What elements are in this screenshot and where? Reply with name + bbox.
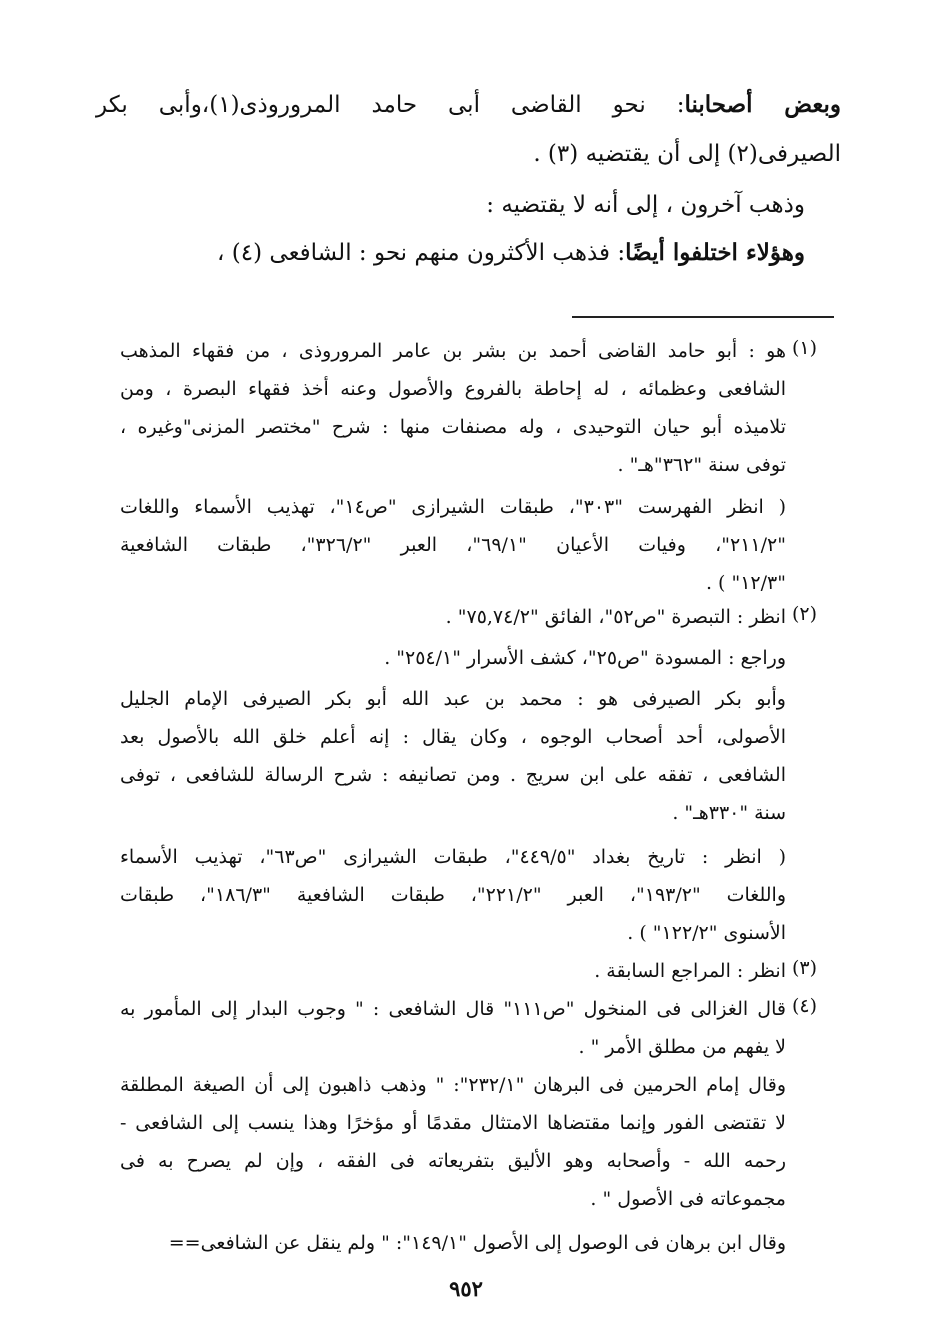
main-line-4-rest: : فذهب الأكثرون منهم نحو : الشافعى (٤) ، xyxy=(217,240,626,266)
main-line-1-bold: وبعض أصحابنا xyxy=(684,91,842,118)
footnote-4-para-2 xyxy=(120,1066,786,1262)
footnote-2-ref-line: ( انظر : تاريخ بغداد "٤٤٩/٥"، طبقات الشيرازى "ص٦٣"، تهذيب الأسماء xyxy=(120,846,786,868)
main-line-2: الصيرفى(٢) إلى أن يقتضيه (٣) . xyxy=(533,141,841,167)
footnote-3 xyxy=(120,952,786,990)
main-text xyxy=(96,82,841,276)
footnote-2-ref-line: واللغات "١٩٣/٢"، العبر "٢٢١/٢"، طبقات الشافعية "١٨٦/٣"، طبقات xyxy=(120,884,787,906)
footnote-2-marker: (٢) xyxy=(792,603,818,625)
footnote-1-line: توفى سنة "٣٦٢"هـ" . xyxy=(617,454,786,476)
footnote-2-bio-line: الشافعى ، تفقه على ابن سريج . ومن تصانيفه : شرح الرسالة للشافعى ، توفى xyxy=(120,764,786,786)
footnote-1-line: هو : أبو حامد القاضى أحمد بن بشر بن عامر المروروذى ، من فقهاء المذهب xyxy=(120,340,786,362)
footnote-2-line-1: انظر : التبصرة "ص٥٢"، الفائق "٧٥,٧٤/٢" . xyxy=(445,606,786,628)
footnote-2 xyxy=(120,598,786,680)
page-number: ٩٥٢ xyxy=(449,1276,483,1301)
footnote-4 xyxy=(120,990,786,1066)
footnote-1 xyxy=(120,332,786,602)
footnote-2-ref-line: الأسنوى "١٢٢/٢" ) . xyxy=(627,922,786,944)
footnote-1-marker: (١) xyxy=(792,337,818,359)
footnote-2-bio-line: وأبو بكر الصيرفى هو : محمد بن عبد الله أبو بكر الصيرفى الإمام الجليل xyxy=(120,688,786,710)
main-line-1 xyxy=(96,82,841,128)
footnote-3-marker: (٣) xyxy=(792,957,818,979)
footnote-1-ref-line: ( انظر الفهرست "٣٠٣"، طبقات الشيرازى "ص١٤"، تهذيب الأسماء واللغات xyxy=(120,496,787,518)
footnote-4-para-2-line: لا تقتضى الفور وإنما مقتضاها الامتثال مقدمًا أو مؤخرًا وهذا ينسب إلى الشافعى - xyxy=(120,1112,786,1134)
footnote-4-para-2-line: رحمه الله - وأصحابه وهو الأليق بتفريعاته فى الفقه ، وإن لم يصرح به فى xyxy=(120,1150,786,1172)
footnote-4-marker: (٤) xyxy=(792,995,818,1017)
footnote-4-line: لا يفهم من مطلق الأمر " . xyxy=(578,1036,786,1058)
footnote-3-text: انظر : المراجع السابقة . xyxy=(594,960,786,982)
footnote-2-bio xyxy=(120,680,786,952)
footnote-4-line: قال الغزالى فى المنخول "ص١١١" قال الشافعى : " وجوب البدار إلى المأمور به xyxy=(120,998,786,1020)
main-line-4 xyxy=(96,230,841,276)
main-line-1-rest: : نحو القاضى أبى حامد المروروذى(١)،وأبى بكر xyxy=(96,92,685,118)
footnote-1-line: تلاميذه أبو حيان التوحيدى ، وله مصنفات منها : شرح "مختصر المزنى"وغيره ، xyxy=(120,416,786,438)
footnote-separator xyxy=(572,316,834,318)
footnote-4-para-3: وقال ابن برهان فى الوصول إلى الأصول "١٤٩/١": " ولم ينقل عن الشافعى== xyxy=(168,1232,786,1254)
footnote-2-bio-line: سنة "٣٣٠هـ" . xyxy=(672,802,786,824)
footnote-1-ref-line: "٢١١/٢"، وفيات الأعيان "٦٩/١"، العبر "٣٢٦/٢"، طبقات الشافعية xyxy=(120,534,786,556)
footnote-2-bio-line: الأصولى، أحد أصحاب الوجوه ، وكان يقال : إنه أعلم خلق الله بالأصول بعد xyxy=(120,726,786,748)
footnote-1-ref-line: "١٢/٣" ) . xyxy=(705,572,786,594)
footnote-1-line: الشافعى وعظمائه ، له إحاطة بالفروع والأصول وعنه أخذ فقهاء البصرة ، ومن xyxy=(120,378,786,400)
footnote-2-line-2: وراجع : المسودة "ص٢٥"، كشف الأسرار "٢٥٤/١" . xyxy=(384,647,786,669)
main-line-3: وذهب آخرون ، إلى أنه لا يقتضيه : xyxy=(486,192,805,218)
footnote-4-para-2-line: وقال إمام الحرمين فى البرهان "٢٣٢/١": " وذهب ذاهبون إلى أن الصيغة المطلقة xyxy=(120,1074,787,1096)
main-line-4-bold: وهؤلاء اختلفوا أيضًا xyxy=(625,239,805,266)
footnote-4-para-2-line: مجموعاته فى الأصول " . xyxy=(590,1188,786,1210)
